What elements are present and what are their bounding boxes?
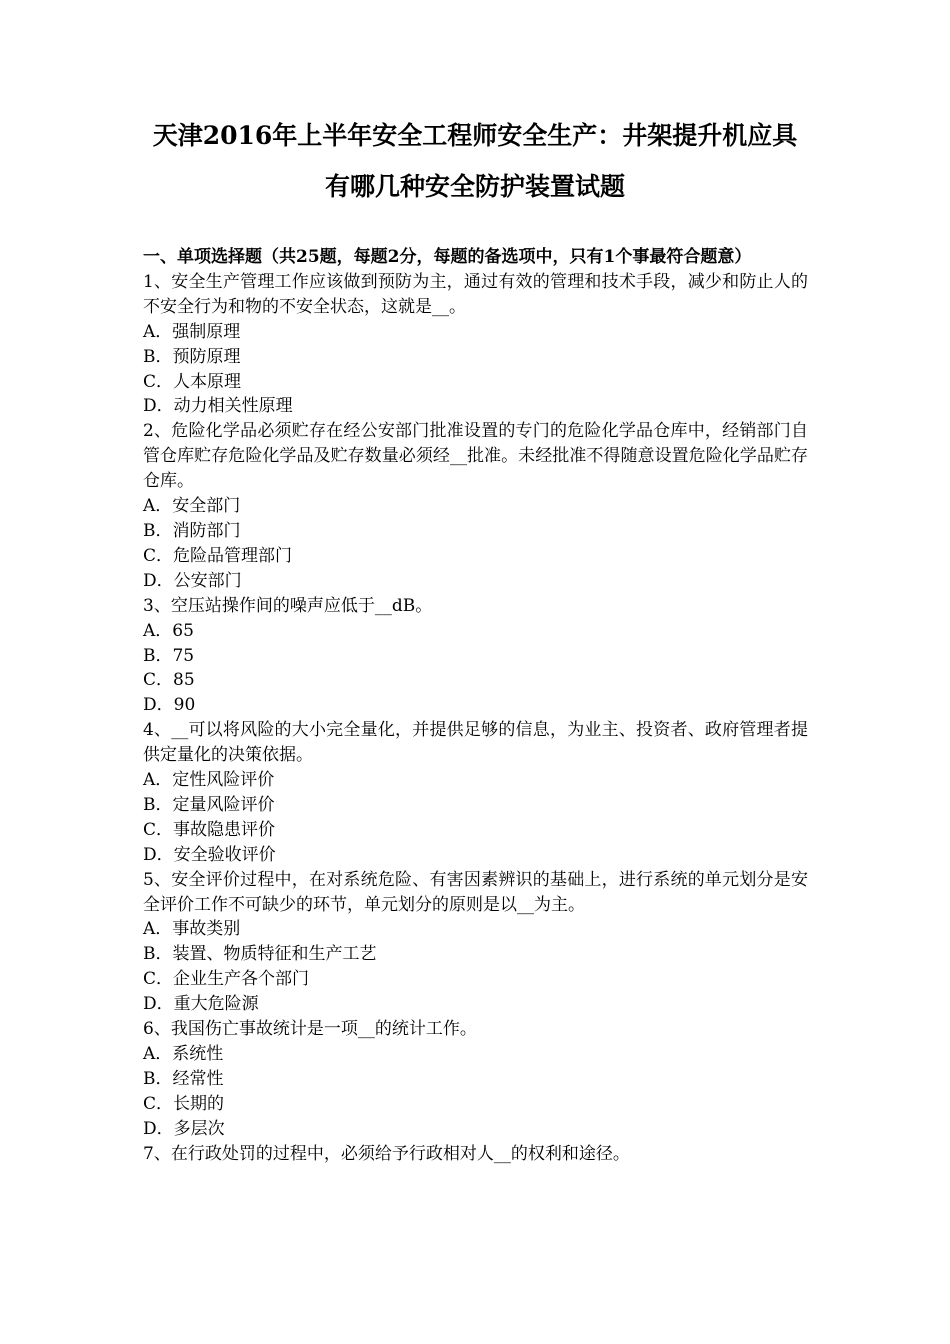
answer-option: C．长期的 xyxy=(143,1093,225,1114)
question-text: 1、安全生产管理工作应该做到预防为主，通过有效的管理和技术手段，减少和防止人的不安全行为和物的不安全状态，这就是__。 xyxy=(143,271,808,317)
answer-option: B．预防原理 xyxy=(143,346,241,367)
question-text: 5、安全评价过程中，在对系统危险、有害因素辨识的基础上，进行系统的单元划分是安全评价工作不可缺少的环节，单元划分的原则是以__为主。 xyxy=(143,869,808,915)
answer-option: D．公安部门 xyxy=(143,570,242,591)
answer-option: C．人本原理 xyxy=(143,371,242,392)
document-title-line-2: 有哪几种安全防护装置试题 xyxy=(324,172,625,201)
answer-option: B．经常性 xyxy=(143,1068,224,1089)
answer-option: A．事故类别 xyxy=(143,919,241,940)
question-block xyxy=(143,868,808,1017)
question-block xyxy=(143,718,808,867)
answer-option: A．安全部门 xyxy=(143,496,241,517)
question-block xyxy=(143,594,808,719)
answer-option: D．安全验收评价 xyxy=(143,844,276,865)
document-body xyxy=(143,245,808,1167)
answer-option: A．系统性 xyxy=(143,1044,224,1064)
question-text: 6、我国伤亡事故统计是一项__的统计工作。 xyxy=(143,1019,477,1040)
answer-option: B．75 xyxy=(143,645,195,666)
section-header: 一、单项选择题（共25题，每题2分，每题的备选项中，只有1个事最符合题意） xyxy=(143,247,752,267)
answer-option: B．消防部门 xyxy=(143,520,241,541)
question-block xyxy=(143,1142,808,1167)
question-block xyxy=(143,419,808,593)
answer-option: D．重大危险源 xyxy=(143,994,259,1015)
answer-option: D．多层次 xyxy=(143,1118,225,1139)
answer-option: D．动力相关性原理 xyxy=(143,396,293,417)
answer-option: B．定量风险评价 xyxy=(143,794,275,815)
answer-option: C．事故隐患评价 xyxy=(143,819,276,840)
answer-option: A．定性风险评价 xyxy=(143,770,275,791)
answer-option: B．装置、物质特征和生产工艺 xyxy=(143,944,377,965)
answer-option: C．危险品管理部门 xyxy=(143,545,293,566)
question-text: 3、空压站操作间的噪声应低于__dB。 xyxy=(143,595,433,616)
question-block xyxy=(143,1017,808,1142)
answer-option: D．90 xyxy=(143,695,196,716)
document-title-line-1: 天津2016年上半年安全工程师安全生产：井架提升机应具 xyxy=(152,121,798,150)
answer-option: A．65 xyxy=(143,620,194,641)
answer-option: C．85 xyxy=(143,670,195,691)
question-text: 4、__可以将风险的大小完全量化，并提供足够的信息，为业主、投资者、政府管理者提供定量化的决策依据。 xyxy=(143,720,808,766)
question-text: 2、危险化学品必须贮存在经公安部门批准设置的专门的危险化学品仓库中，经销部门自管仓库贮存危险化学品及贮存数量必须经__批准。未经批准不得随意设置危险化学品贮存仓库。 xyxy=(143,421,808,492)
question-text: 7、在行政处罚的过程中，必须给予行政相对人__的权利和途径。 xyxy=(143,1143,630,1164)
answer-option: A．强制原理 xyxy=(143,321,241,342)
question-block xyxy=(143,270,808,419)
answer-option: C．企业生产各个部门 xyxy=(143,969,310,990)
